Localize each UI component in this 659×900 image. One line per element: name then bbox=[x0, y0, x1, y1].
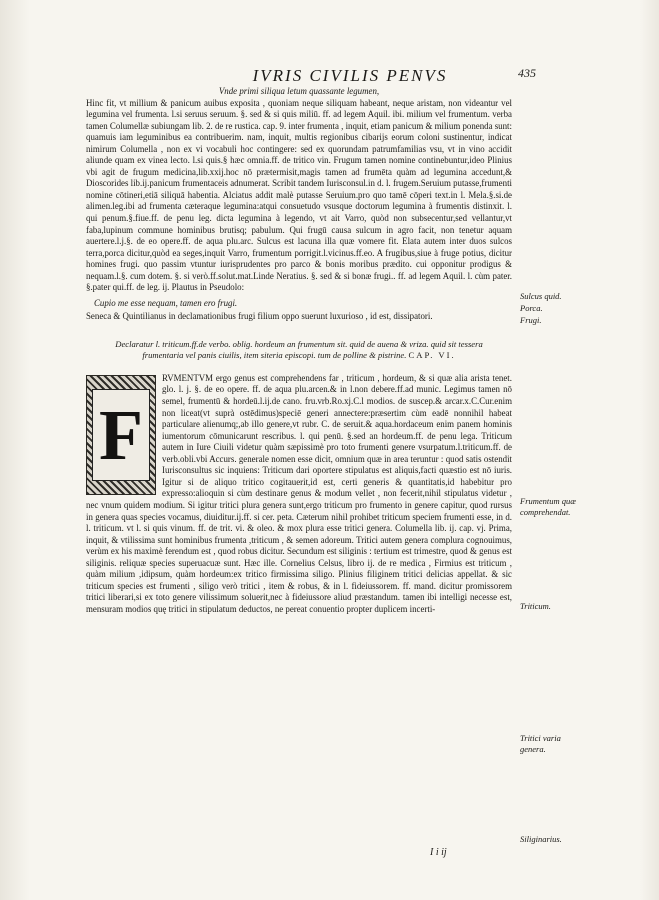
paragraph-1: Hinc fit, vt millium & panicum auibus exposita , quoniam neque siliquam habeant, neque aristam, non videantur vel legumina vel frumenta. l.si seruus seruum. §. sed & si quis miliū. ff. ad legem Aquil. ibi. milium vel frumentum. verba tamen Columellæ subiungam lib. 2. de re rustica. cap. 9. inter frumenta , inquit, etiam panicum & milium ponenda sunt: quamuis iam leguminibus ea contribuerim. nam, inquit, multis regionibus cibarijs eorum coloni sustinentur, indicat nimirum Columella , non ex vi vocabuli hoc contingere: sed ex quorundam patrumfamilias vsu, vt in vino accidit aliunde quam ex vinea lecto. l.si quis.§ hæc omnia.ff. de tritico vin. Frugum tamen nomine continebuntur,ideo Plinius vbi agit de frugum medicina,lib.xxij.hoc nō prætermisit,magis tamen ad frumēta quàm ad legumina accedunt,& Dioscorides lib.ij.panicum frumentaceis adnumerat. Scribit tandem Iurisconsul.in d. l. frugem.Seruium putasse,frumenti nomine cōtineri,etiā siliquā habentia. Alciatus addit malè putasse Seruium.pro quo tamē cōperi text.in l. Mela.§.si.de alimen.leg.ibi ad frumenta cæteraque legumina:atqui consuetudo vsusque doctorum legumina à frumentis distinxit. l. qui penum.§.fiue.ff. de penu leg. dicta legumina à legendo, vt ait Varro, quòd non subsecentur,sed vellantur,vt faba,lupinum commune hominibus brutisq; pabulum. Qui frugū causa sulcum in agro facit, non tenetur aquam auertere.l.j.§. de eo opere.ff. de aqua plu.arc. Sulcus est lacuna illa quæ vomere fit. Elata autem inter duos sulcos terra,porca dicitur,quòd ea seges,inquit Varro, frumentum porrigit.l.vicinus.ff.eo. A frugibus,siue à fruge potius, dicitur homines frugi. quo passim vtuntur iurisprudentes pro parco & bonis moribus prædito. cui opponitur prodigus & nequam.l.§. cum dotem. §. si verò.ff.solut.mat.Linde Neratius. §. sed & si bonæ frugi.. ff. ad legem Aquil. l. cùm pater. §.pater qui.ff. de leg. ij. Plautus in Pseudolo: bbox=[86, 97, 512, 293]
ornamental-initial bbox=[86, 375, 156, 495]
main-text-column bbox=[86, 86, 512, 615]
chapter-number: CAP. VI. bbox=[408, 349, 456, 360]
margin-note-siliginarius: Siliginarius. bbox=[520, 834, 562, 844]
folio-number: 435 bbox=[518, 66, 536, 80]
margin-note-frugi: Frugi. bbox=[520, 315, 542, 325]
chapter-heading-text: Declaratur l. triticum.ff.de verbo. oblig. hordeum an frumentum sit. quid de auena & vriza. quid sit tessera frumentaria vel panis ciuilis, item siteria episcopi. tum de polline & pistrine. bbox=[115, 338, 483, 360]
margin-note-triticum: Triticum. bbox=[520, 601, 551, 611]
paragraph-3: RVMENTVM ergo genus est comprehendens far , triticum , hordeum, & si quæ alia arista tenet. glo. l. j. §. de eo opere. ff. de aqua plu.arcen.& in l.non debere.ff.ad munic. Legimus tamen nō semel, frumentū & hordeū.l.ij.de cano. fru.vrb.Ro.xj.C.l modios. de susceр.& arcar.x.C.Cur.enim non liceat(vt suprà ostēdimus)speciē generi annectere:præsertim cùm eadē nonnihil habeat particulare alienumq;,ab illo genere,vt rubr. C. de seruit.& aqua.hordaceum enim panem hominis iumentorum cōmunicarunt rescribus. l. qui penū. §.sed an hordeum.ff. de penu lega. Triticum autem in Iure Ciuili videtur quàm sæpissimè pro toto frumenti genere vsurpatum.l.triticum.ff. de verb.obli.vbi Accurs. generale nomen esse dicit, omnium quæ in area teruntur : quod satis ostendit Iurisconsultus sic inquiens: Triticum dari oportere stipulatus est aliquis,facti quæstio est nō iuris. Igitur si de aliquo tritico cogitauerit,id est, certi generis & quantitatis,id habebitur pro expresso:alioquin si cùm destinare genus & modum vellet , non fecerit,nihil stipulatus videtur , nec vnum quidem modium. Si igitur tritici plura genera sunt,ergo triticum pro frumento in genere capitur, quod rursus in genera quas species vocamus, diuiditur.ij.ff. si cer. peta. Cæterum nihil prohibet triticum speciem frumenti esse, in d. l. triticum. vt l. si quis vinum. ff. de trit. vi. & oleo. & mox plura esse tritici genera. Columella lib. ij. cap. vj. Prima, inquit, & vtilissima sunt hominibus frumenta ,triticum , & semen adoreum. Tritici autem genera complura cognouimus, verùm ex his maximè ferendum est , quod robus dicitur. Secundum est siliginis : tertium est trimestre, quod & genus est siliginis. reliquæ species superuacuæ sunt. Hæc ille. Cornelius Celsus, libro ij. de re medica , Firmius est triticum , quàm milium ,idipsum, quàm hordeum:ex tritico firmissima siligo. Plinius filiginem tritici delicias appellat. & sic triticum species est frumenti , siligo verò tritici , item & robus, & in l. fideiussorem. ff. mand. dicitur promissorem tritici liberari,si ex toto genere vilissimum soluerit,nec à fideiussore aliud præstandum. tamen ibi intelligi necesse est, mensuram modios quę tritici in stipulatum deductos, ne pereat conuentio propter duplicem incerti- bbox=[86, 372, 512, 614]
margin-note-tritici-genera: Tritici varia genera. bbox=[520, 733, 561, 754]
paragraph-2: Seneca & Quintilianus in declamationibus frugi filium oppo suerunt luxurioso , id est, dissipatori. bbox=[86, 311, 433, 322]
margin-note-sulcus: Sulcus quid. bbox=[520, 291, 562, 301]
running-title: IVRIS CIVILIS PENVS bbox=[252, 66, 448, 85]
margin-note-porca: Porca. bbox=[520, 303, 543, 313]
initial-letter: F bbox=[92, 389, 150, 481]
verse-subtitle: Vnde primi siliqua letum quassante legumen, bbox=[218, 86, 380, 96]
chapter-body bbox=[86, 373, 512, 615]
chapter-heading bbox=[86, 339, 512, 361]
signature-mark: I i ij bbox=[430, 847, 447, 858]
margin-note-frumentum: Frumentum quæ comprehendat. bbox=[520, 496, 576, 517]
plautus-quote: Cupio me esse nequam, tamen ero frugi. bbox=[94, 297, 238, 308]
